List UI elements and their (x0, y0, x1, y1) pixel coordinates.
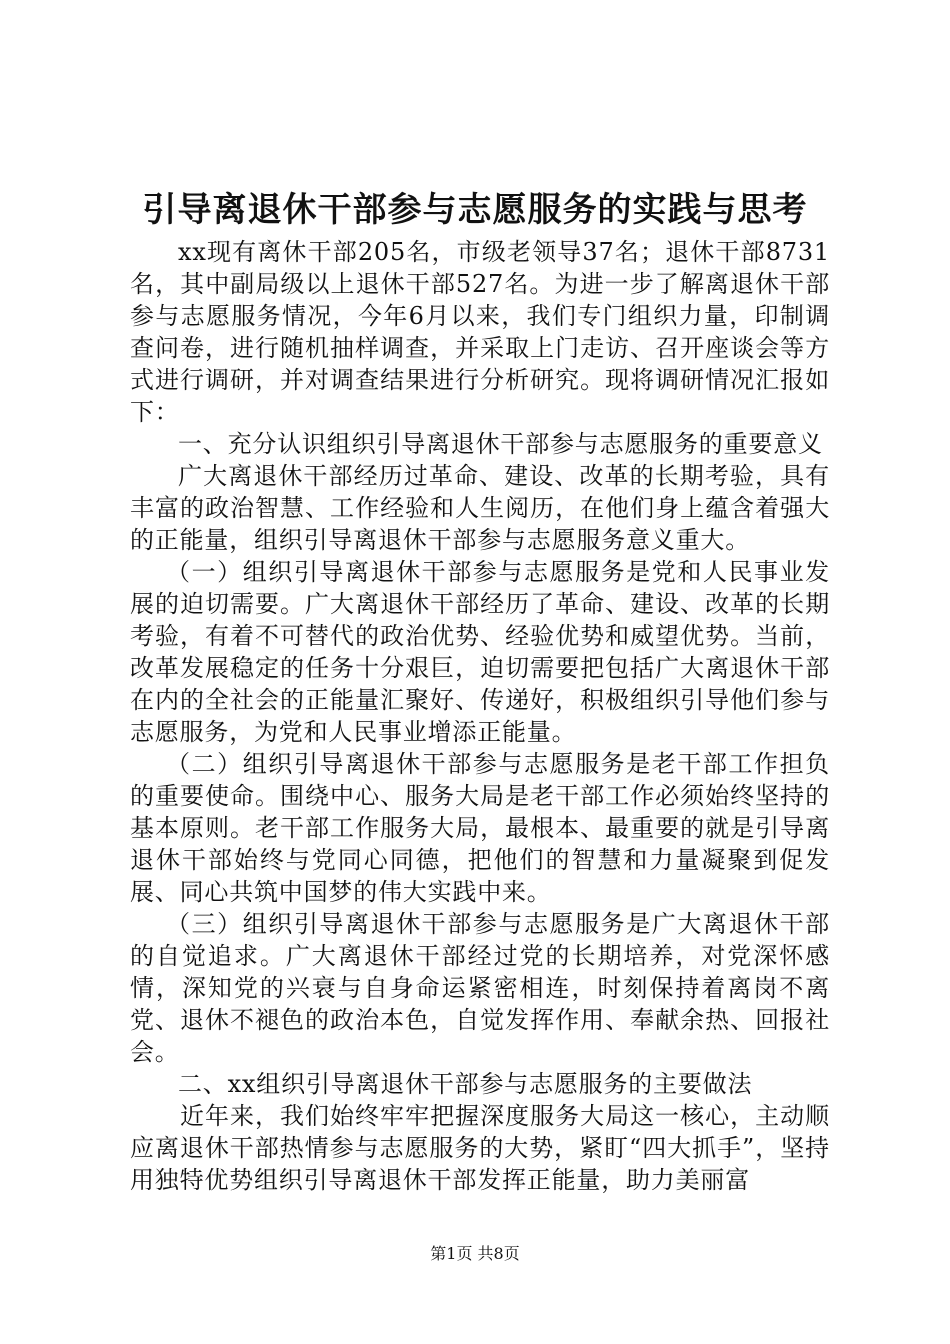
paragraph-section-1: 广大离退休干部经历过革命、建设、改革的长期考验，具有丰富的政治智慧、工作经验和人生阅历，在他们身上蕴含着强大的正能量，组织引导离退休干部参与志愿服务意义重大。 (130, 462, 830, 554)
paragraph-point-2: （二）组织引导离退休干部参与志愿服务是老干部工作担负的重要使命。围绕中心、服务大局是老干部工作必须始终坚持的基本原则。老干部工作服务大局，最根本、最重要的就是引导离退休干部始终与党同心同德，把他们的智慧和力量凝聚到促发展、同心共筑中国梦的伟大实践中来。 (130, 750, 830, 906)
section-heading-2: 二、xx组织引导离退休干部参与志愿服务的主要做法 (178, 1070, 753, 1098)
page-footer: 第1页 共8页 (430, 1244, 520, 1263)
document-body (130, 236, 830, 1196)
document-title: 引导离退休干部参与志愿服务的实践与思考 (142, 190, 808, 230)
paragraph-intro: xx现有离休干部205名，市级老领导37名；退休干部8731名，其中副局级以上退休干部527名。为进一步了解离退休干部参与志愿服务情况，今年6月以来，我们专门组织力量，印制调查问卷，进行随机抽样调查，并采取上门走访、召开座谈会等方式进行调研，并对调查结果进行分析研究。现将调研情况汇报如下： (130, 238, 830, 426)
section-heading-1: 一、充分认识组织引导离退休干部参与志愿服务的重要意义 (178, 430, 823, 458)
paragraph-section-2: 近年来，我们始终牢牢把握深度服务大局这一核心，主动顺应离退休干部热情参与志愿服务的大势，紧盯“四大抓手”，坚持用独特优势组织引导离退休干部发挥正能量，助力美丽富 (130, 1102, 830, 1194)
paragraph-point-3: （三）组织引导离退休干部参与志愿服务是广大离退休干部的自觉追求。广大离退休干部经过党的长期培养，对党深怀感情，深知党的兴衰与自身命运紧密相连，时刻保持着离岗不离党、退休不褪色的政治本色，自觉发挥作用、奉献余热、回报社会。 (130, 910, 830, 1066)
paragraph-point-1: （一）组织引导离退休干部参与志愿服务是党和人民事业发展的迫切需要。广大离退休干部经历了革命、建设、改革的长期考验，有着不可替代的政治优势、经验优势和威望优势。当前，改革发展稳定的任务十分艰巨，迫切需要把包括广大离退休干部在内的全社会的正能量汇聚好、传递好，积极组织引导他们参与志愿服务，为党和人民事业增添正能量。 (130, 558, 830, 746)
